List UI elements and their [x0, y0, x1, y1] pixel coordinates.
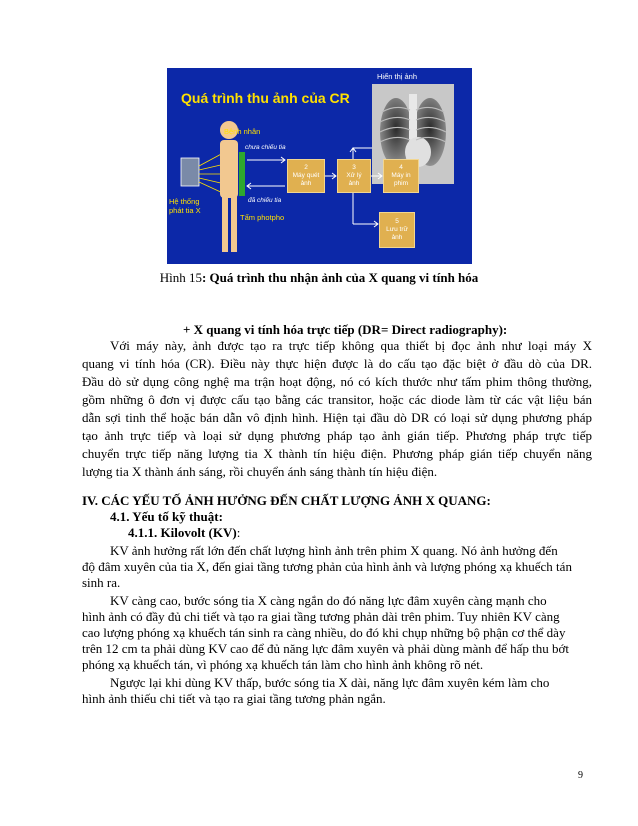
- caption-prefix: Hình 15: [159, 270, 202, 285]
- source-label-2: phát tia X: [169, 206, 201, 215]
- caption-text: : Quá trình thu nhận ảnh của X quang vi tính hóa: [201, 270, 479, 285]
- dr-paragraph-line: dẫn sợi tinh thể hoặc bán dẫn vô định hình. Hiện tại đầu dò DR có loại sử dụng phương pháp: [82, 410, 592, 425]
- figure-title: Quá trình thu ảnh của CR: [181, 90, 350, 106]
- section-heading: IV. CÁC YẾU TỐ ẢNH HƯỞNG ĐẾN CHẤT LƯỢNG ẢNH X QUANG:: [82, 493, 491, 508]
- kv-paragraph-2-line: phóng xạ khuếch tán, vì phóng xạ khuếch tán làm cho hình ảnh không rõ nét.: [82, 657, 484, 672]
- kv-paragraph-2-line: trên 12 cm ta phải dùng KV cao để đủ năng lực đâm xuyên và phải dùng mành để hấp thu bớt: [82, 641, 569, 656]
- kv-paragraph-1-line: sinh ra.: [82, 575, 121, 590]
- dr-heading: + X quang vi tính hóa trực tiếp (DR= Direct radiography):: [183, 322, 508, 337]
- dr-paragraph-line: chuyển trực tiếp năng lượng tia X thành tín hiệu điện. Phương pháp gián tiếp chuyển năng: [82, 446, 592, 461]
- source-label-1: Hệ thống: [169, 197, 200, 206]
- dr-paragraph-line: lượng tia X thành ánh sáng, rồi chuyển ánh sáng thành tín hiệu điện.: [82, 464, 438, 479]
- dr-paragraph-line: Đầu dò sử dụng công nghệ ma trận hoạt động, nó có kích thước như tấm phim thông thường,: [82, 374, 592, 389]
- kv-paragraph-3-line: hình ảnh thiếu chi tiết và tạo ra giai tầng tương phản ngắn.: [82, 691, 386, 706]
- dr-paragraph-line: quang vi tính hóa (CR). Điều này thực hiện được là do cấu tạo đặc biệt ở đầu dò của DR.: [82, 356, 592, 371]
- kv-paragraph-1-line: KV ảnh hưởng rất lớn đến chất lượng hình ảnh trên phim X quang. Nó ảnh hưởng đến: [110, 543, 558, 558]
- page-number: 9: [578, 770, 583, 781]
- dr-paragraph-line: tạo ảnh trực tiếp và loại sử dụng phương pháp tạo ảnh gián tiếp. Phương pháp trực tiếp: [82, 428, 592, 443]
- sub-heading: 4.1. Yếu tố kỹ thuật:: [110, 509, 223, 524]
- scanner-box: 2 Máy quét ảnh: [287, 159, 325, 193]
- phosphor-plate-label: Tấm photpho: [240, 213, 285, 222]
- unexposed-label: chưa chiếu tia: [245, 144, 286, 151]
- kv-paragraph-2-line: KV càng cao, bước sóng tia X càng ngắn do đó năng lực đâm xuyên càng mạnh cho: [110, 593, 547, 608]
- kv-paragraph-3-line: Ngược lại khi dùng KV thấp, bước sóng tia X dài, năng lực đâm xuyên kém làm cho: [110, 675, 550, 690]
- storage-box: 5 Lưu trữ ảnh: [379, 212, 415, 248]
- printer-box: 4 Máy in phim: [383, 159, 419, 193]
- kv-paragraph-2-line: cao lượng phóng xạ khuếch tán sinh ra càng nhiều, do đó khi chụp những bộ phận cơ thể dày: [82, 625, 566, 640]
- kv-paragraph-2-line: hình ảnh có đầy đủ chi tiết và tạo ra giai tầng tương phản dài trên phim. Tuy nhiên KV càng: [82, 609, 560, 624]
- figure-caption: [0, 270, 638, 286]
- subsub-heading: 4.1.1. Kilovolt (KV):: [128, 525, 241, 540]
- exposed-label: đã chiếu tia: [248, 197, 282, 204]
- processing-box: 3 Xử lý ảnh: [337, 159, 371, 193]
- kv-paragraph-1-line: độ đâm xuyên của tia X, đến giai tầng tương phản của hình ảnh và lượng phóng xạ khuếch tán: [82, 559, 572, 574]
- dr-paragraph-line: gồm những ô đơn vị được cấu tạo bằng các transitor, hoặc các diode làm từ các vật liệu bán: [82, 392, 592, 407]
- cr-process-figure: [167, 68, 472, 264]
- display-label: Hiển thị ảnh: [377, 72, 418, 81]
- patient-label: Bệnh nhân: [224, 127, 261, 136]
- dr-paragraph-line: Với máy này, ảnh được tạo ra trực tiếp không qua thiết bị đọc ảnh như loại máy X: [110, 338, 592, 353]
